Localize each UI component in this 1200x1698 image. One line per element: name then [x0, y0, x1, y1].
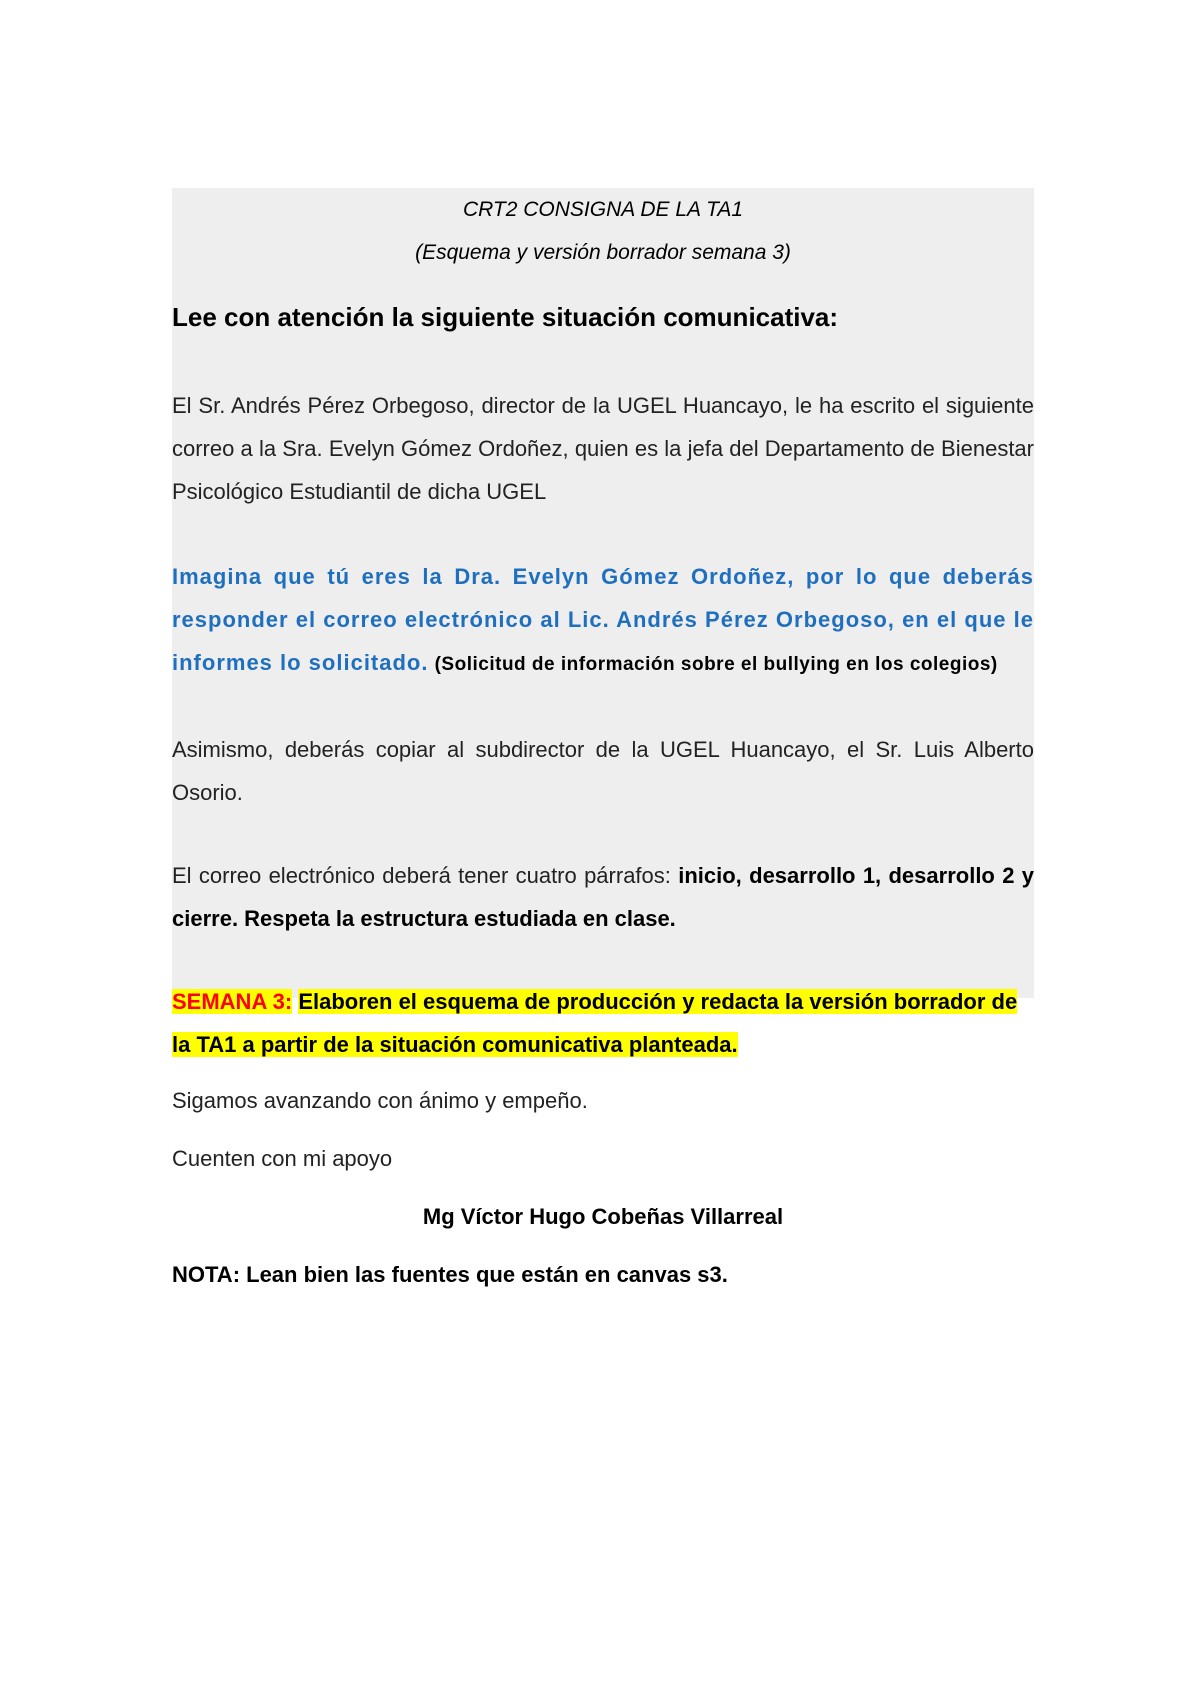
- structure-plain-text: El correo electrónico deberá tener cuatro párrafos:: [172, 863, 679, 888]
- instruction-note: (Solicitud de información sobre el bullying en los colegios): [434, 654, 998, 675]
- semana-3-block: [172, 980, 1034, 1066]
- paragraph-instruction: [172, 555, 1034, 686]
- situation-heading: Lee con atención la siguiente situación comunicativa:: [172, 302, 839, 332]
- structure-bold-text: inicio, desarrollo 1, desarrollo 2 y cierre. Respeta la estructura estudiada en clase.: [172, 863, 1034, 931]
- paragraph-structure: [172, 854, 1034, 940]
- instruction-blue-text: Imagina que tú eres la Dra. Evelyn Gómez Ordoñez, por lo que deberás responder el correo electrónico al Lic. Andrés Pérez Orbegoso, en el que le informes lo solicitado.: [172, 564, 1034, 675]
- semana-text: Elaboren el esquema de producción y redacta la versión borrador de la TA1 a partir de la situación comunicativa planteada.: [172, 989, 1018, 1057]
- signature: Mg Víctor Hugo Cobeñas Villarreal: [422, 1204, 784, 1229]
- paragraph-context: El Sr. Andrés Pérez Orbegoso, director de la UGEL Huancayo, le ha escrito el siguiente correo a la Sra. Evelyn Gómez Ordoñez, quien es la jefa del Departamento de Bienestar Psicológico Estudiantil de dicha UGEL: [172, 393, 1034, 504]
- title-line-2: (Esquema y versión borrador semana 3): [415, 241, 791, 264]
- closing-line-1: Sigamos avanzando con ánimo y empeño.: [172, 1088, 588, 1113]
- document-content: [172, 188, 1034, 1296]
- semana-label: SEMANA 3:: [172, 989, 293, 1014]
- closing-line-2: Cuenten con mi apoyo: [172, 1146, 393, 1171]
- paragraph-copy: Asimismo, deberás copiar al subdirector de la UGEL Huancayo, el Sr. Luis Alberto Osorio.: [172, 737, 1034, 805]
- nota: NOTA: Lean bien las fuentes que están en canvas s3.: [172, 1262, 728, 1287]
- title-line-1: CRT2 CONSIGNA DE LA TA1: [462, 198, 744, 221]
